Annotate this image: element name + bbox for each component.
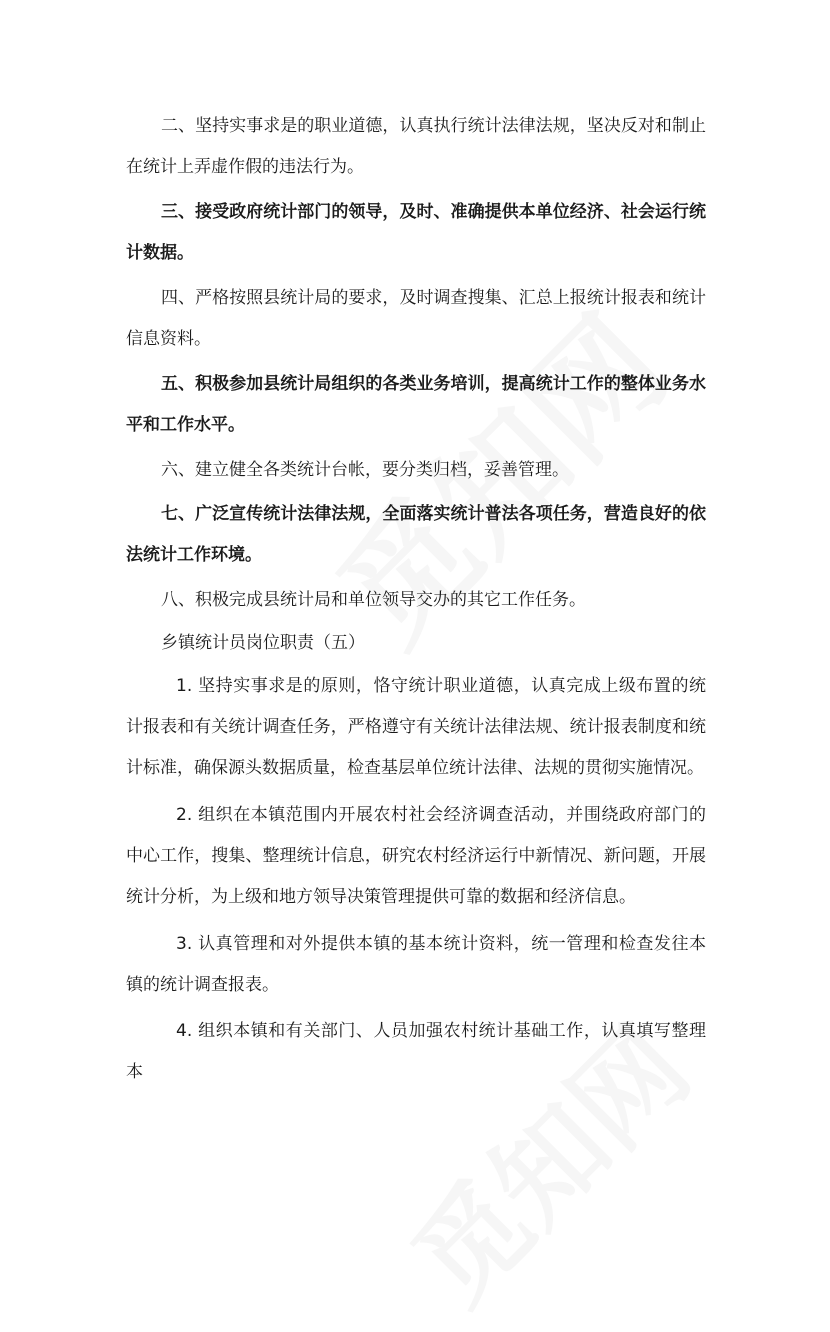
paragraph-6: 六、建立健全各类统计台帐，要分类归档，妥善管理。 xyxy=(161,460,569,480)
section-title: 乡镇统计员岗位职责（五） xyxy=(161,633,365,653)
paragraph-2: 二、坚持实事求是的职业道德，认真执行统计法律法规，坚决反对和制止在统计上弄虚作假的违法行为。 xyxy=(126,116,706,177)
paragraph-3: 三、接受政府统计部门的领导，及时、准确提供本单位经济、社会运行统计数据。 xyxy=(126,202,706,263)
paragraph-8: 八、积极完成县统计局和单位领导交办的其它工作任务。 xyxy=(161,590,586,610)
paragraph-4: 四、严格按照县统计局的要求，及时调查搜集、汇总上报统计报表和统计信息资料。 xyxy=(126,288,706,349)
item-2: 2. 组织在本镇范围内开展农村社会经济调查活动，并围绕政府部门的中心工作，搜集、整理统计信息，研究农村经济运行中新情况、新问题，开展统计分析，为上级和地方领导决策管理提供可靠的数据和经济信息。 xyxy=(126,805,706,907)
item-4: 4. 组织本镇和有关部门、人员加强农村统计基础工作，认真填写整理本 xyxy=(126,1021,706,1082)
paragraph-7: 七、广泛宣传统计法律法规，全面落实统计普法各项任务，营造良好的依法统计工作环境。 xyxy=(126,504,706,565)
item-1: 1. 坚持实事求是的原则，恪守统计职业道德，认真完成上级布置的统计报表和有关统计调查任务，严格遵守有关统计法律法规、统计报表制度和统计标准，确保源头数据质量，检查基层单位统计法律、法规的贯彻实施情况。 xyxy=(126,676,706,778)
paragraph-5: 五、积极参加县统计局组织的各类业务培训，提高统计工作的整体业务水平和工作水平。 xyxy=(126,374,706,435)
item-3: 3. 认真管理和对外提供本镇的基本统计资料，统一管理和检查发往本镇的统计调查报表。 xyxy=(126,934,706,995)
